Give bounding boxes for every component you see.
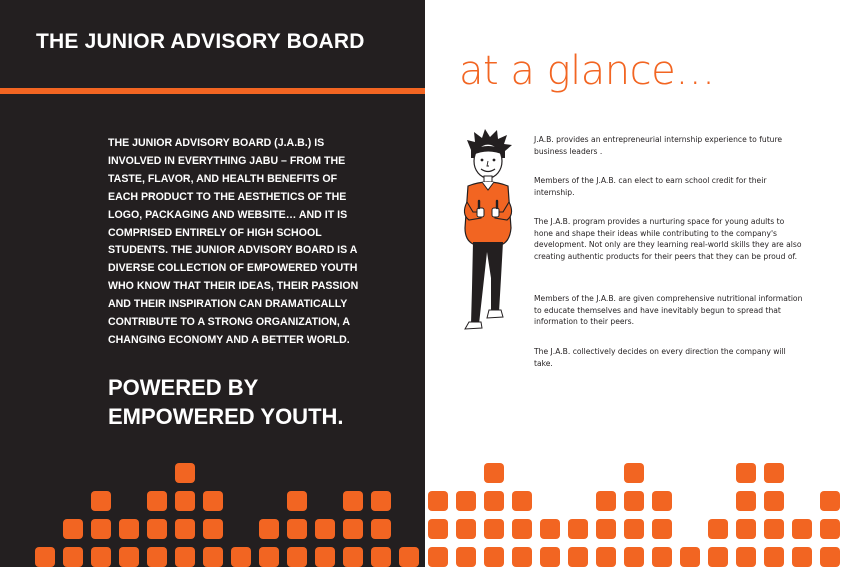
slogan: [108, 373, 344, 431]
orange-divider: [0, 88, 425, 94]
fact-item: The J.A.B. collectively decides on every direction the company will take.: [534, 347, 786, 368]
fact-item: Members of the J.A.B. can elect to earn school credit for their internship.: [534, 176, 767, 197]
fact-item: J.A.B. provides an entrepreneurial internship experience to future business leaders .: [534, 135, 783, 156]
intro-paragraph: THE JUNIOR ADVISORY BOARD (J.A.B.) IS INVOLVED IN EVERYTHING JABU – FROM THE TASTE, FLAVOR, AND HEALTH BENEFITS OF EACH PRODUCT TO THE AESTHETICS OF THE LOGO, PACKAGING AND WEBSITE… AND IT IS COMPRISED ENTIRELY OF HIGH SCHOOL STUDENTS. THE JUNIOR ADVISORY BOARD IS A DIVERSE COLLECTION OF EMPOWERED YOUTH WHO KNOW THAT THEIR IDEAS, THEIR PASSION AND THEIR INSPIRATION CAN DRAMATICALLY CONTRIBUTE TO A STRONG ORGANIZATION, A CHANGING ECONOMY AND A BETTER WORLD.: [108, 137, 359, 346]
slogan-line-1: POWERED BY: [108, 375, 259, 400]
fact-item: Members of the J.A.B. are given comprehensive nutritional information to educate themselves and have inevitably begun to spread that information to their peers.: [534, 294, 803, 327]
right-page: [425, 0, 850, 567]
at-a-glance-heading: at a glance…: [459, 48, 715, 94]
student-thumbs-up-icon: [455, 128, 521, 332]
page-title: THE JUNIOR ADVISORY BOARD: [36, 30, 365, 53]
fact-item: The J.A.B. program provides a nurturing space for young adults to hone and shape their ideas while contributing to the company's development. Not only are they learning real-world skills they are also creating authentic products for their peers that they can be proud of.: [534, 217, 802, 261]
slogan-line-2: EMPOWERED YOUTH.: [108, 404, 344, 429]
